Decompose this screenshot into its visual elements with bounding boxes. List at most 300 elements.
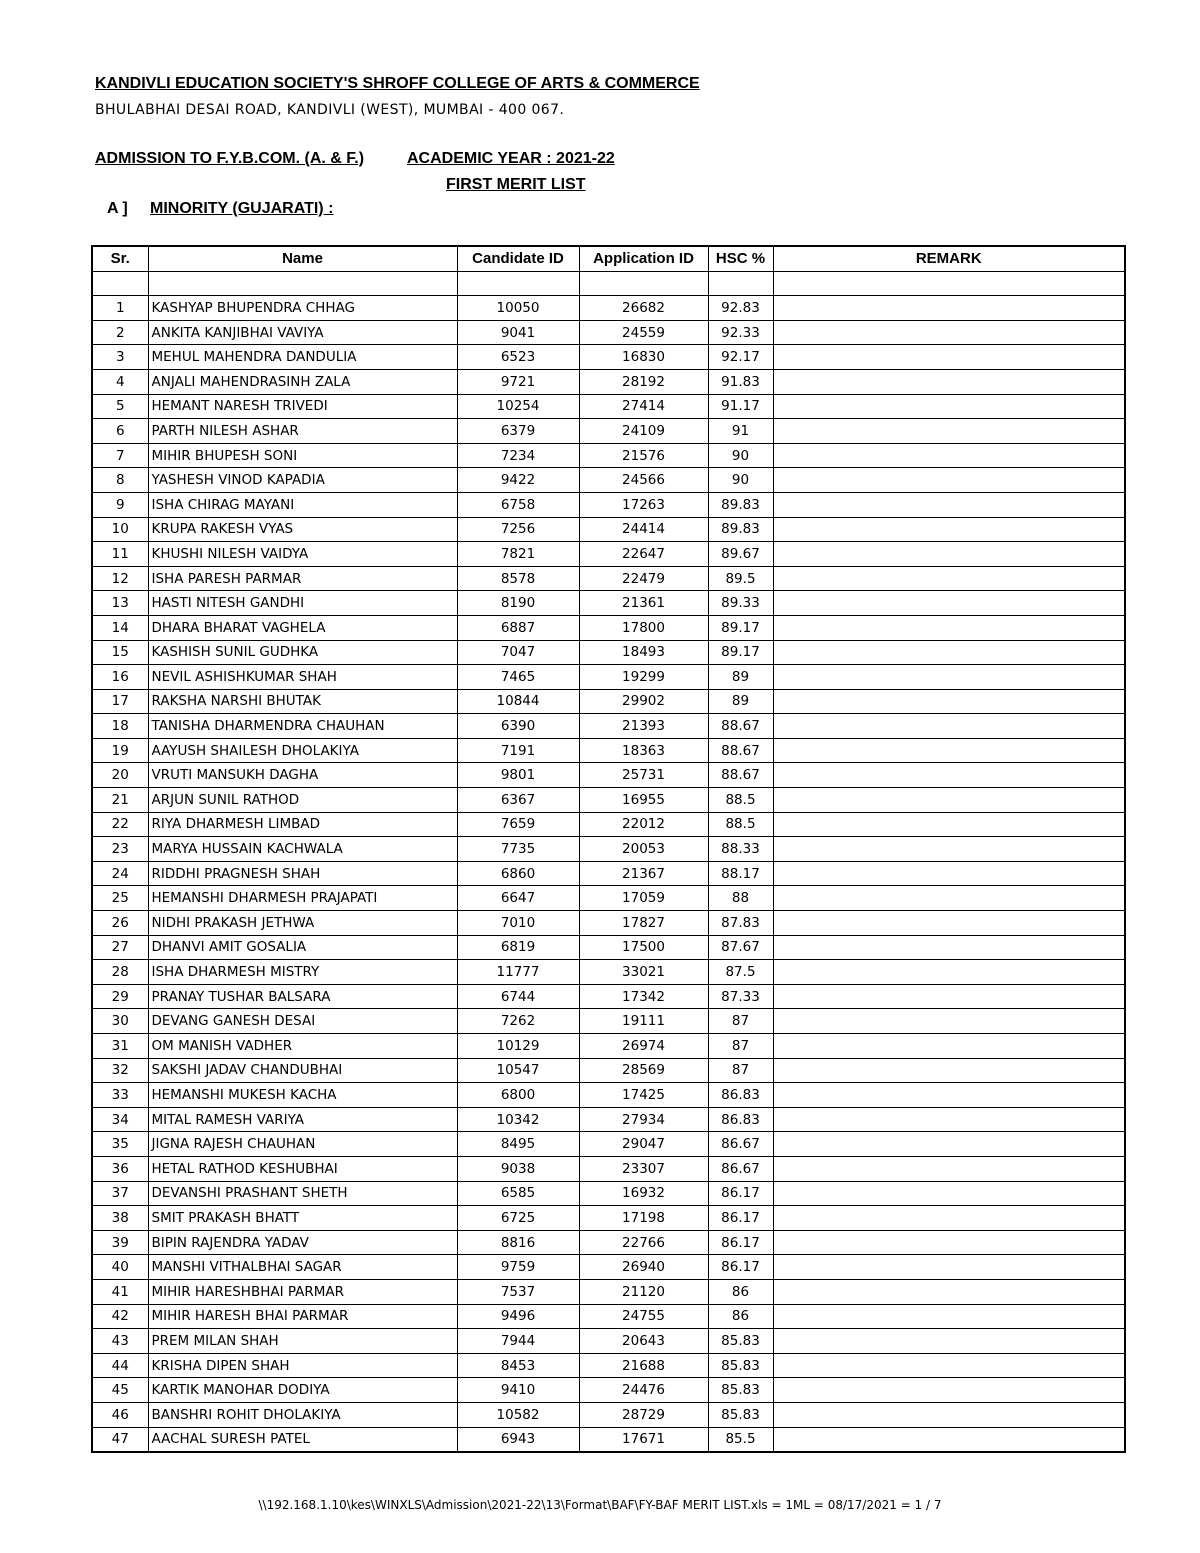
sr-cell: 7 xyxy=(92,443,148,468)
hsc-cell: 92.83 xyxy=(708,296,773,321)
application-id-cell: 17671 xyxy=(579,1427,708,1452)
hsc-cell: 89.5 xyxy=(708,566,773,591)
candidate-id-cell: 8578 xyxy=(457,566,579,591)
hsc-cell: 88.33 xyxy=(708,837,773,862)
application-id-cell: 24109 xyxy=(579,419,708,444)
name-cell: SMIT PRAKASH BHATT xyxy=(148,1206,457,1231)
application-id-cell: 33021 xyxy=(579,960,708,985)
table-row xyxy=(92,542,1125,567)
candidate-id-cell: 8816 xyxy=(457,1230,579,1255)
table-row xyxy=(92,886,1125,911)
name-cell: MANSHI VITHALBHAI SAGAR xyxy=(148,1255,457,1280)
hsc-cell: 86.17 xyxy=(708,1181,773,1206)
sr-cell: 21 xyxy=(92,788,148,813)
name-cell: KASHYAP BHUPENDRA CHHAG xyxy=(148,296,457,321)
table-row xyxy=(92,517,1125,542)
application-id-cell: 16830 xyxy=(579,345,708,370)
name-cell: OM MANISH VADHER xyxy=(148,1034,457,1059)
remark-cell xyxy=(773,665,1125,690)
sr-cell: 8 xyxy=(92,468,148,493)
name-cell: PREM MILAN SHAH xyxy=(148,1329,457,1354)
table-row xyxy=(92,812,1125,837)
hsc-cell: 89 xyxy=(708,689,773,714)
hsc-cell: 86.17 xyxy=(708,1206,773,1231)
name-cell: MARYA HUSSAIN KACHWALA xyxy=(148,837,457,862)
application-id-cell: 16955 xyxy=(579,788,708,813)
name-cell: MIHIR HARESH BHAI PARMAR xyxy=(148,1304,457,1329)
table-row xyxy=(92,1353,1125,1378)
hsc-cell: 89.17 xyxy=(708,640,773,665)
sr-cell: 4 xyxy=(92,369,148,394)
hsc-cell: 92.17 xyxy=(708,345,773,370)
remark-cell xyxy=(773,1107,1125,1132)
candidate-id-cell: 7465 xyxy=(457,665,579,690)
hsc-cell: 87 xyxy=(708,1034,773,1059)
name-cell: AACHAL SURESH PATEL xyxy=(148,1427,457,1452)
table-row xyxy=(92,1329,1125,1354)
candidate-id-cell: 7537 xyxy=(457,1279,579,1304)
name-cell: ANJALI MAHENDRASINH ZALA xyxy=(148,369,457,394)
name-cell: KARTIK MANOHAR DODIYA xyxy=(148,1378,457,1403)
hsc-cell: 89 xyxy=(708,665,773,690)
hsc-cell: 87 xyxy=(708,1009,773,1034)
sr-cell: 33 xyxy=(92,1083,148,1108)
blank-row xyxy=(92,271,1125,296)
table-row xyxy=(92,1009,1125,1034)
name-cell: TANISHA DHARMENDRA CHAUHAN xyxy=(148,714,457,739)
name-cell: SAKSHI JADAV CHANDUBHAI xyxy=(148,1058,457,1083)
hsc-cell: 86.83 xyxy=(708,1083,773,1108)
name-cell: KASHISH SUNIL GUDHKA xyxy=(148,640,457,665)
table-row xyxy=(92,1255,1125,1280)
application-id-cell: 26682 xyxy=(579,296,708,321)
candidate-id-cell: 7262 xyxy=(457,1009,579,1034)
table-row xyxy=(92,861,1125,886)
name-cell: KRUPA RAKESH VYAS xyxy=(148,517,457,542)
table-cell xyxy=(457,271,579,296)
name-cell: RIYA DHARMESH LIMBAD xyxy=(148,812,457,837)
application-id-cell: 27414 xyxy=(579,394,708,419)
table-cell xyxy=(148,271,457,296)
candidate-id-cell: 7659 xyxy=(457,812,579,837)
hsc-cell: 87.83 xyxy=(708,911,773,936)
sr-cell: 28 xyxy=(92,960,148,985)
sr-cell: 39 xyxy=(92,1230,148,1255)
sr-cell: 3 xyxy=(92,345,148,370)
hsc-cell: 88 xyxy=(708,886,773,911)
remark-cell xyxy=(773,640,1125,665)
table-row xyxy=(92,345,1125,370)
candidate-id-cell: 10844 xyxy=(457,689,579,714)
candidate-id-cell: 6887 xyxy=(457,615,579,640)
application-id-cell: 20643 xyxy=(579,1329,708,1354)
application-id-cell: 29902 xyxy=(579,689,708,714)
name-cell: MEHUL MAHENDRA DANDULIA xyxy=(148,345,457,370)
sr-cell: 22 xyxy=(92,812,148,837)
application-id-cell: 16932 xyxy=(579,1181,708,1206)
column-header-sr: Sr. xyxy=(92,246,148,271)
name-cell: HEMANSHI MUKESH KACHA xyxy=(148,1083,457,1108)
hsc-cell: 90 xyxy=(708,443,773,468)
application-id-cell: 25731 xyxy=(579,763,708,788)
name-cell: BANSHRI ROHIT DHOLAKIYA xyxy=(148,1402,457,1427)
remark-cell xyxy=(773,419,1125,444)
application-id-cell: 24414 xyxy=(579,517,708,542)
name-cell: ANKITA KANJIBHAI VAVIYA xyxy=(148,320,457,345)
candidate-id-cell: 10254 xyxy=(457,394,579,419)
hsc-cell: 89.17 xyxy=(708,615,773,640)
name-cell: BIPIN RAJENDRA YADAV xyxy=(148,1230,457,1255)
candidate-id-cell: 6800 xyxy=(457,1083,579,1108)
column-header-hsc: HSC % xyxy=(708,246,773,271)
candidate-id-cell: 9041 xyxy=(457,320,579,345)
candidate-id-cell: 6523 xyxy=(457,345,579,370)
sr-cell: 24 xyxy=(92,861,148,886)
remark-cell xyxy=(773,1427,1125,1452)
table-cell xyxy=(708,271,773,296)
remark-cell xyxy=(773,738,1125,763)
name-cell: VRUTI MANSUKH DAGHA xyxy=(148,763,457,788)
candidate-id-cell: 6647 xyxy=(457,886,579,911)
sr-cell: 27 xyxy=(92,935,148,960)
table-row xyxy=(92,566,1125,591)
remark-cell xyxy=(773,1304,1125,1329)
table-row xyxy=(92,960,1125,985)
table-row xyxy=(92,640,1125,665)
name-cell: YASHESH VINOD KAPADIA xyxy=(148,468,457,493)
table-row xyxy=(92,320,1125,345)
application-id-cell: 21688 xyxy=(579,1353,708,1378)
application-id-cell: 17500 xyxy=(579,935,708,960)
name-cell: HASTI NITESH GANDHI xyxy=(148,591,457,616)
remark-cell xyxy=(773,615,1125,640)
column-header-remark: REMARK xyxy=(773,246,1125,271)
remark-cell xyxy=(773,1009,1125,1034)
name-cell: DHARA BHARAT VAGHELA xyxy=(148,615,457,640)
sr-cell: 37 xyxy=(92,1181,148,1206)
application-id-cell: 28192 xyxy=(579,369,708,394)
remark-cell xyxy=(773,788,1125,813)
name-cell: NEVIL ASHISHKUMAR SHAH xyxy=(148,665,457,690)
table-row xyxy=(92,984,1125,1009)
application-id-cell: 17059 xyxy=(579,886,708,911)
column-header-application-id: Application ID xyxy=(579,246,708,271)
sr-cell: 11 xyxy=(92,542,148,567)
application-id-cell: 17827 xyxy=(579,911,708,936)
candidate-id-cell: 6758 xyxy=(457,492,579,517)
candidate-id-cell: 6367 xyxy=(457,788,579,813)
remark-cell xyxy=(773,1279,1125,1304)
candidate-id-cell: 9410 xyxy=(457,1378,579,1403)
candidate-id-cell: 10342 xyxy=(457,1107,579,1132)
hsc-cell: 92.33 xyxy=(708,320,773,345)
application-id-cell: 28569 xyxy=(579,1058,708,1083)
hsc-cell: 86.83 xyxy=(708,1107,773,1132)
name-cell: HEMANT NARESH TRIVEDI xyxy=(148,394,457,419)
sr-cell: 20 xyxy=(92,763,148,788)
sr-cell: 42 xyxy=(92,1304,148,1329)
hsc-cell: 91.83 xyxy=(708,369,773,394)
remark-cell xyxy=(773,320,1125,345)
remark-cell xyxy=(773,566,1125,591)
application-id-cell: 24559 xyxy=(579,320,708,345)
remark-cell xyxy=(773,984,1125,1009)
column-header-name: Name xyxy=(148,246,457,271)
hsc-cell: 91 xyxy=(708,419,773,444)
table-row xyxy=(92,665,1125,690)
sr-cell: 35 xyxy=(92,1132,148,1157)
name-cell: ISHA PARESH PARMAR xyxy=(148,566,457,591)
candidate-id-cell: 6390 xyxy=(457,714,579,739)
application-id-cell: 22647 xyxy=(579,542,708,567)
remark-cell xyxy=(773,1181,1125,1206)
remark-cell xyxy=(773,960,1125,985)
candidate-id-cell: 7256 xyxy=(457,517,579,542)
table-row xyxy=(92,1402,1125,1427)
sr-cell: 38 xyxy=(92,1206,148,1231)
footer-path: \\192.168.1.10\kes\WINXLS\Admission\2021-22\13\Format\BAF\FY-BAF MERIT LIST.xls = 1ML = 08/17/2021 = 1 / 7 xyxy=(258,1498,942,1512)
name-cell: MIHIR BHUPESH SONI xyxy=(148,443,457,468)
candidate-id-cell: 10547 xyxy=(457,1058,579,1083)
application-id-cell: 17198 xyxy=(579,1206,708,1231)
candidate-id-cell: 9496 xyxy=(457,1304,579,1329)
application-id-cell: 24755 xyxy=(579,1304,708,1329)
sr-cell: 1 xyxy=(92,296,148,321)
column-header-candidate-id: Candidate ID xyxy=(457,246,579,271)
candidate-id-cell: 6819 xyxy=(457,935,579,960)
candidate-id-cell: 7944 xyxy=(457,1329,579,1354)
remark-cell xyxy=(773,886,1125,911)
candidate-id-cell: 8190 xyxy=(457,591,579,616)
application-id-cell: 22479 xyxy=(579,566,708,591)
sr-cell: 47 xyxy=(92,1427,148,1452)
application-id-cell: 17263 xyxy=(579,492,708,517)
table-row xyxy=(92,837,1125,862)
candidate-id-cell: 7821 xyxy=(457,542,579,567)
sr-cell: 10 xyxy=(92,517,148,542)
merit-table xyxy=(91,245,1126,1453)
name-cell: DEVANG GANESH DESAI xyxy=(148,1009,457,1034)
remark-cell xyxy=(773,689,1125,714)
table-row xyxy=(92,1058,1125,1083)
hsc-cell: 87.5 xyxy=(708,960,773,985)
remark-cell xyxy=(773,1353,1125,1378)
remark-cell xyxy=(773,296,1125,321)
remark-cell xyxy=(773,911,1125,936)
sr-cell: 25 xyxy=(92,886,148,911)
sr-cell: 6 xyxy=(92,419,148,444)
table-row xyxy=(92,1181,1125,1206)
candidate-id-cell: 11777 xyxy=(457,960,579,985)
table-row xyxy=(92,1279,1125,1304)
sr-cell: 17 xyxy=(92,689,148,714)
sr-cell: 43 xyxy=(92,1329,148,1354)
remark-cell xyxy=(773,517,1125,542)
sr-cell: 15 xyxy=(92,640,148,665)
application-id-cell: 21393 xyxy=(579,714,708,739)
hsc-cell: 87.67 xyxy=(708,935,773,960)
hsc-cell: 87 xyxy=(708,1058,773,1083)
table-cell xyxy=(579,271,708,296)
candidate-id-cell: 9422 xyxy=(457,468,579,493)
section-prefix: A ] xyxy=(107,200,128,217)
application-id-cell: 22012 xyxy=(579,812,708,837)
table-row xyxy=(92,935,1125,960)
hsc-cell: 88.67 xyxy=(708,714,773,739)
name-cell: DHANVI AMIT GOSALIA xyxy=(148,935,457,960)
hsc-cell: 89.83 xyxy=(708,517,773,542)
application-id-cell: 21576 xyxy=(579,443,708,468)
college-name: KANDIVLI EDUCATION SOCIETY'S SHROFF COLLEGE OF ARTS & COMMERCE xyxy=(95,75,700,92)
hsc-cell: 91.17 xyxy=(708,394,773,419)
table-row xyxy=(92,443,1125,468)
table-row xyxy=(92,394,1125,419)
candidate-id-cell: 6744 xyxy=(457,984,579,1009)
application-id-cell: 19111 xyxy=(579,1009,708,1034)
candidate-id-cell: 6725 xyxy=(457,1206,579,1231)
hsc-cell: 89.67 xyxy=(708,542,773,567)
remark-cell xyxy=(773,837,1125,862)
admission-title: ADMISSION TO F.Y.B.COM. (A. & F.) xyxy=(95,150,365,167)
name-cell: HEMANSHI DHARMESH PRAJAPATI xyxy=(148,886,457,911)
hsc-cell: 86.67 xyxy=(708,1132,773,1157)
name-cell: PRANAY TUSHAR BALSARA xyxy=(148,984,457,1009)
remark-cell xyxy=(773,1206,1125,1231)
hsc-cell: 88.67 xyxy=(708,738,773,763)
sr-cell: 44 xyxy=(92,1353,148,1378)
sr-cell: 36 xyxy=(92,1156,148,1181)
hsc-cell: 88.5 xyxy=(708,812,773,837)
name-cell: ISHA DHARMESH MISTRY xyxy=(148,960,457,985)
remark-cell xyxy=(773,1132,1125,1157)
merit-list-title: FIRST MERIT LIST xyxy=(446,176,586,193)
application-id-cell: 26940 xyxy=(579,1255,708,1280)
table-row xyxy=(92,1034,1125,1059)
hsc-cell: 88.67 xyxy=(708,763,773,788)
table-header-row xyxy=(92,246,1125,271)
remark-cell xyxy=(773,1255,1125,1280)
application-id-cell: 17342 xyxy=(579,984,708,1009)
remark-cell xyxy=(773,935,1125,960)
application-id-cell: 22766 xyxy=(579,1230,708,1255)
candidate-id-cell: 9038 xyxy=(457,1156,579,1181)
application-id-cell: 23307 xyxy=(579,1156,708,1181)
candidate-id-cell: 10129 xyxy=(457,1034,579,1059)
application-id-cell: 28729 xyxy=(579,1402,708,1427)
table-row xyxy=(92,1132,1125,1157)
table-row xyxy=(92,369,1125,394)
hsc-cell: 88.17 xyxy=(708,861,773,886)
sr-cell: 2 xyxy=(92,320,148,345)
table-row xyxy=(92,689,1125,714)
candidate-id-cell: 7047 xyxy=(457,640,579,665)
academic-year: ACADEMIC YEAR : 2021-22 xyxy=(407,150,615,167)
hsc-cell: 85.83 xyxy=(708,1329,773,1354)
remark-cell xyxy=(773,1034,1125,1059)
sr-cell: 45 xyxy=(92,1378,148,1403)
hsc-cell: 89.33 xyxy=(708,591,773,616)
application-id-cell: 26974 xyxy=(579,1034,708,1059)
remark-cell xyxy=(773,1378,1125,1403)
remark-cell xyxy=(773,1156,1125,1181)
sr-cell: 34 xyxy=(92,1107,148,1132)
table-row xyxy=(92,468,1125,493)
sr-cell: 26 xyxy=(92,911,148,936)
candidate-id-cell: 8453 xyxy=(457,1353,579,1378)
sr-cell: 9 xyxy=(92,492,148,517)
table-row xyxy=(92,419,1125,444)
application-id-cell: 24476 xyxy=(579,1378,708,1403)
sr-cell: 23 xyxy=(92,837,148,862)
sr-cell: 29 xyxy=(92,984,148,1009)
remark-cell xyxy=(773,1230,1125,1255)
table-row xyxy=(92,763,1125,788)
candidate-id-cell: 9801 xyxy=(457,763,579,788)
remark-cell xyxy=(773,492,1125,517)
table-row xyxy=(92,788,1125,813)
application-id-cell: 21361 xyxy=(579,591,708,616)
table-row xyxy=(92,1083,1125,1108)
sr-cell: 30 xyxy=(92,1009,148,1034)
hsc-cell: 85.83 xyxy=(708,1402,773,1427)
table-row xyxy=(92,1107,1125,1132)
table-row xyxy=(92,1206,1125,1231)
table-row xyxy=(92,714,1125,739)
application-id-cell: 29047 xyxy=(579,1132,708,1157)
hsc-cell: 85.5 xyxy=(708,1427,773,1452)
table-row xyxy=(92,492,1125,517)
candidate-id-cell: 9759 xyxy=(457,1255,579,1280)
name-cell: MITAL RAMESH VARIYA xyxy=(148,1107,457,1132)
application-id-cell: 21120 xyxy=(579,1279,708,1304)
name-cell: RIDDHI PRAGNESH SHAH xyxy=(148,861,457,886)
remark-cell xyxy=(773,443,1125,468)
table-row xyxy=(92,738,1125,763)
candidate-id-cell: 10050 xyxy=(457,296,579,321)
hsc-cell: 90 xyxy=(708,468,773,493)
application-id-cell: 20053 xyxy=(579,837,708,862)
name-cell: HETAL RATHOD KESHUBHAI xyxy=(148,1156,457,1181)
sr-cell: 40 xyxy=(92,1255,148,1280)
sr-cell: 41 xyxy=(92,1279,148,1304)
hsc-cell: 88.5 xyxy=(708,788,773,813)
name-cell: KRISHA DIPEN SHAH xyxy=(148,1353,457,1378)
remark-cell xyxy=(773,1058,1125,1083)
candidate-id-cell: 6585 xyxy=(457,1181,579,1206)
remark-cell xyxy=(773,1083,1125,1108)
name-cell: PARTH NILESH ASHAR xyxy=(148,419,457,444)
application-id-cell: 27934 xyxy=(579,1107,708,1132)
remark-cell xyxy=(773,468,1125,493)
application-id-cell: 21367 xyxy=(579,861,708,886)
sr-cell: 46 xyxy=(92,1402,148,1427)
remark-cell xyxy=(773,591,1125,616)
candidate-id-cell: 6860 xyxy=(457,861,579,886)
remark-cell xyxy=(773,1329,1125,1354)
name-cell: AAYUSH SHAILESH DHOLAKIYA xyxy=(148,738,457,763)
table-row xyxy=(92,1156,1125,1181)
candidate-id-cell: 7010 xyxy=(457,911,579,936)
application-id-cell: 17800 xyxy=(579,615,708,640)
sr-cell: 13 xyxy=(92,591,148,616)
candidate-id-cell: 6379 xyxy=(457,419,579,444)
remark-cell xyxy=(773,394,1125,419)
table-row xyxy=(92,911,1125,936)
application-id-cell: 17425 xyxy=(579,1083,708,1108)
remark-cell xyxy=(773,542,1125,567)
table-row xyxy=(92,1304,1125,1329)
sr-cell: 18 xyxy=(92,714,148,739)
